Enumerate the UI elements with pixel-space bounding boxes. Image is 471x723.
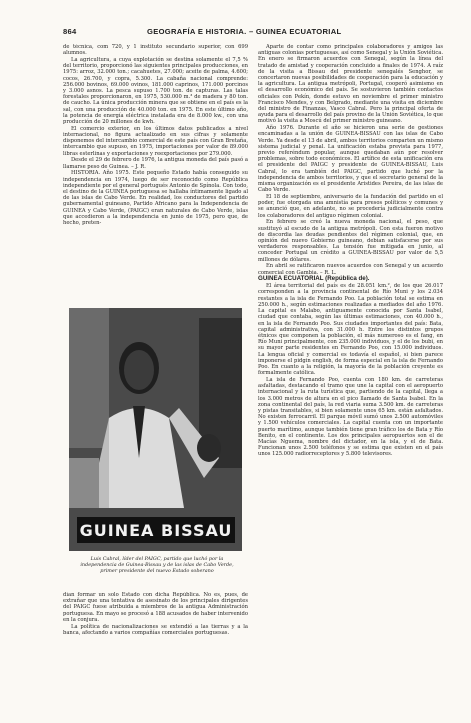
page-number: 864 bbox=[63, 27, 77, 36]
paragraph: El área territorial del país es de 28.051 km.², de los que 26.017 corresponden a la provincia continental de Río Muni y los 2.034 restantes a la isla de Fernando Poo. La población total se estima en 250.000 h., según estimaciones realizadas a mediados del año 1976. La capital es Malabo, antiguamente conocida por Santa Isabel, ciudad que contaba, según las últimas estimaciones, con 40.000 h., en la isla de Fernando Poo. Sus ciudades importantes del país: Bata, capital administrativa, con 31.000 h. Entre los distintos grupos étnicos que componen la población, el más numeroso es el fang, en Río Muni principalmente, con 235.000 individuos, y el de los bubi, en su mayor parte residentes en Fernando Poo, con 15.000 individuos. La lengua oficial y comercial es todavía el español, si bien parece imponerse el pidgin english, de forma especial en la isla de Fernando Poo. En cuanto a la religión, la mayoría de la población creyente es formalmente católica. bbox=[258, 283, 443, 377]
paragraph: La agricultura, a cuya explotación se destina solamente el 7,5 % del territorio, proporcionó las siguientes principales producciones, en 1975: arroz, 32.000 ton.; cacahuetes, 27.000; aceite de palma, 4.600; cocos, 26.700, y copra, 5.300. La cabaña nacional comprende: 256.000 bovinos, 69.000 ovinos, 181.000 caprinos, 171.000 porcinos y 3.000 asnos. La pesca supuso 1.700 ton. de capturas. Las talas forestales proporcionaron, en 1975, 530.000 m.³ de madera y 80 ton. de caucho. La única producción minera que se obtiene en el país es la sal, con una producción de 40.000 ton. en 1975. En este último año, la potencia de energía eléctrica instalada era de 8.000 kw., con una producción de 20 millones de kwh. bbox=[63, 57, 248, 126]
left-column-top bbox=[63, 44, 248, 308]
photo-luis-cabral bbox=[69, 308, 242, 551]
guinea-bissau-banner: GUINEA BISSAU bbox=[77, 517, 235, 543]
section-title-text: GUINEA ECUATORIAL (República de). bbox=[258, 275, 370, 283]
paragraph: En febrero se creó la nueva moneda nacional, el peso, que sustituyó al escudo de la antigua metrópoli. Con esta fueron motivo de discordia las deudas pendientes del régimen colonial, que, en opinión del nuevo Gobierno guineano, debían satisfacerse por sus verdaderos responsables. La tensión fue mitigada en junio, al conceder Portugal un crédito a GUINEA-BISSAU por valor de 5,5 millones de dólares. bbox=[258, 219, 443, 263]
paragraph: La isla de Fernando Poo, cuenta con 180 km. de carreteras asfaltadas, destacando el tramo que une la capital con el aeropuerto internacional y la ruta turística que, partiendo de la capital, llega a los 3.000 metros de altura en el pico llamado de Santa Isabel. En la zona continental del país, la red viaria suma 3.500 km. de carreteras y pistas transitables, si bien solamente unos 65 km. están asfaltados. No existen ferrocarril. El parque móvil sumó unos 2.500 automóviles y 1.500 vehículos comerciales. La capital cuenta con un importante puerto marítimo, aunque también tiene gran tráfico los de Bata y Río Benito, en el continente. Los dos principales aeropuertos son el de Macías Nguema, nombre del dictador, en la isla, y el de Bata. Funcionan unos 2.500 teléfonos y se estima que existen en el país unos 125.000 radiorreceptores y 5.800 televisores. bbox=[258, 376, 443, 458]
paragraph: La política de nacionalizaciones se extendió a las tierras y a la banca, afectando a varios compañías comerciales portuguesas. bbox=[63, 623, 248, 636]
paragraph: Año 1976. Durante el año se hicieron una serie de gestiones encaminadas a la unión de GUINEA-BISSAU con las islas de Cabo Verde. Ya desde el 13 de abril, ambos territorios comparten un mismo sistema judicial y penal. La unificación estaba prevista para 1977, previo referéndum popular, aunque quedaban aún por resolver problemas, sobre todo económicos. El artífice de esta unificación era el presidente del PAIGC y presidente de GUINEA-BISSAU, Luis Cabral, lo era también del PAIGC, partido que luchó por la independencia de ambos territorios, y que el secretario general de la misma organización es el presidente Aristides Pereira, de las islas de Cabo Verde. bbox=[258, 125, 443, 194]
photo-caption: Luis Cabral, líder del PAIGC, partido que luchó por la independencia de Guinea-Bissau y de las islas de Cabo Verde, primer presidente del nuevo Estado soberano bbox=[80, 556, 234, 574]
paragraph: dían formar un solo Estado con dicha República. No es, pues, de extrañar que una tentativa de asesinato de los principales dirigentes del PAIGC fuese atribuida a miembros de la antigua Administración portuguesa. En mayo se procesó a 188 acusados de haber intervenido en la conjura. bbox=[63, 592, 248, 623]
section-title bbox=[258, 276, 443, 282]
paragraph: HISTORIA. Año 1975. Este pequeño Estado había conseguido su independencia en 1974, luego de ser reconocido como República independiente por el general portugués Antonio de Spínola. Con todo, el destino de la GUINEA portuguesa se hallaba íntimamente ligado al de las islas de Cabo Verde. En realidad, los conductores del partido gubernamental guineano, Partido Africano para la Independencia de GUINEA y Cabo Verde, (PAIGC) eran naturales de Cabo Verde, islas que accedieron a la independencia en junio de 1975, pero que, de hecho, preten- bbox=[63, 170, 248, 227]
right-column bbox=[258, 44, 443, 694]
left-column-bottom bbox=[63, 592, 248, 692]
paragraph: Desde el 29 de febrero de 1976, la antigua moneda del país pasó a llamarse peso de Guinea. – J. R. bbox=[63, 157, 248, 170]
paragraph: El 18 de septiembre, aniversario de la fundación del partido en el poder, fue otorgada una amnistía para presos políticos y comunes y se anunció que, en adelante, no se procedería judicialmente contra los colaboradores del antiguo régimen colonial. bbox=[258, 194, 443, 219]
running-title: GEOGRAFÍA E HISTORIA. – GUINEA ECUATORIAL bbox=[147, 27, 342, 36]
paragraph: El comercio exterior, en los últimos datos publicados a nivel internacional, no figura actualizado en sus cifras y solamente disponemos del intercambio comercial de este país con Gran Bretaña, intercambio que supuso, en 1975, importaciones por valor de 89.000 libras esterlinas y exportaciones y reexportaciones por 279.000. bbox=[63, 125, 248, 157]
photo-illustration bbox=[69, 308, 242, 551]
page-header bbox=[63, 27, 443, 41]
paragraph: En abril se ratificaron nuevos acuerdos con Senegal y un acuerdo comercial con Gambia. – R. L. bbox=[258, 263, 443, 276]
paragraph: Aparte de contar como principales colaboradores y amigos las antiguas colonias portuguesas, así como Senegal y la Unión Soviética. En enero se firmaron acuerdos con Senegal, según la línea del tratado de amistad y cooperación concluido a finales de 1974. A raíz de la visita a Bissau del presidente senegalés Senghor, se concertaron nuevas posibilidades de cooperación para la educación y la agricultura. La antigua metrópoli, Portugal, cooperó asimismo en el desarrollo económico del país. Se sostuvieron también contactos oficiales con Pekín, donde estuvo en noviembre el primer ministro Francisco Mendes, y con Belgrado, mediante una visita en diciembre del ministro de Finanzas, Vasco Cabral. Pero la principal oferta de ayuda para el desarrollo del país provino de la Unión Soviética, lo que motivó la visita a Moscú del primer ministro guineano. bbox=[258, 44, 443, 125]
paragraph: de técnica, com 720, y 1 instituto secundario superior, con 699 alumnos. bbox=[63, 44, 248, 57]
